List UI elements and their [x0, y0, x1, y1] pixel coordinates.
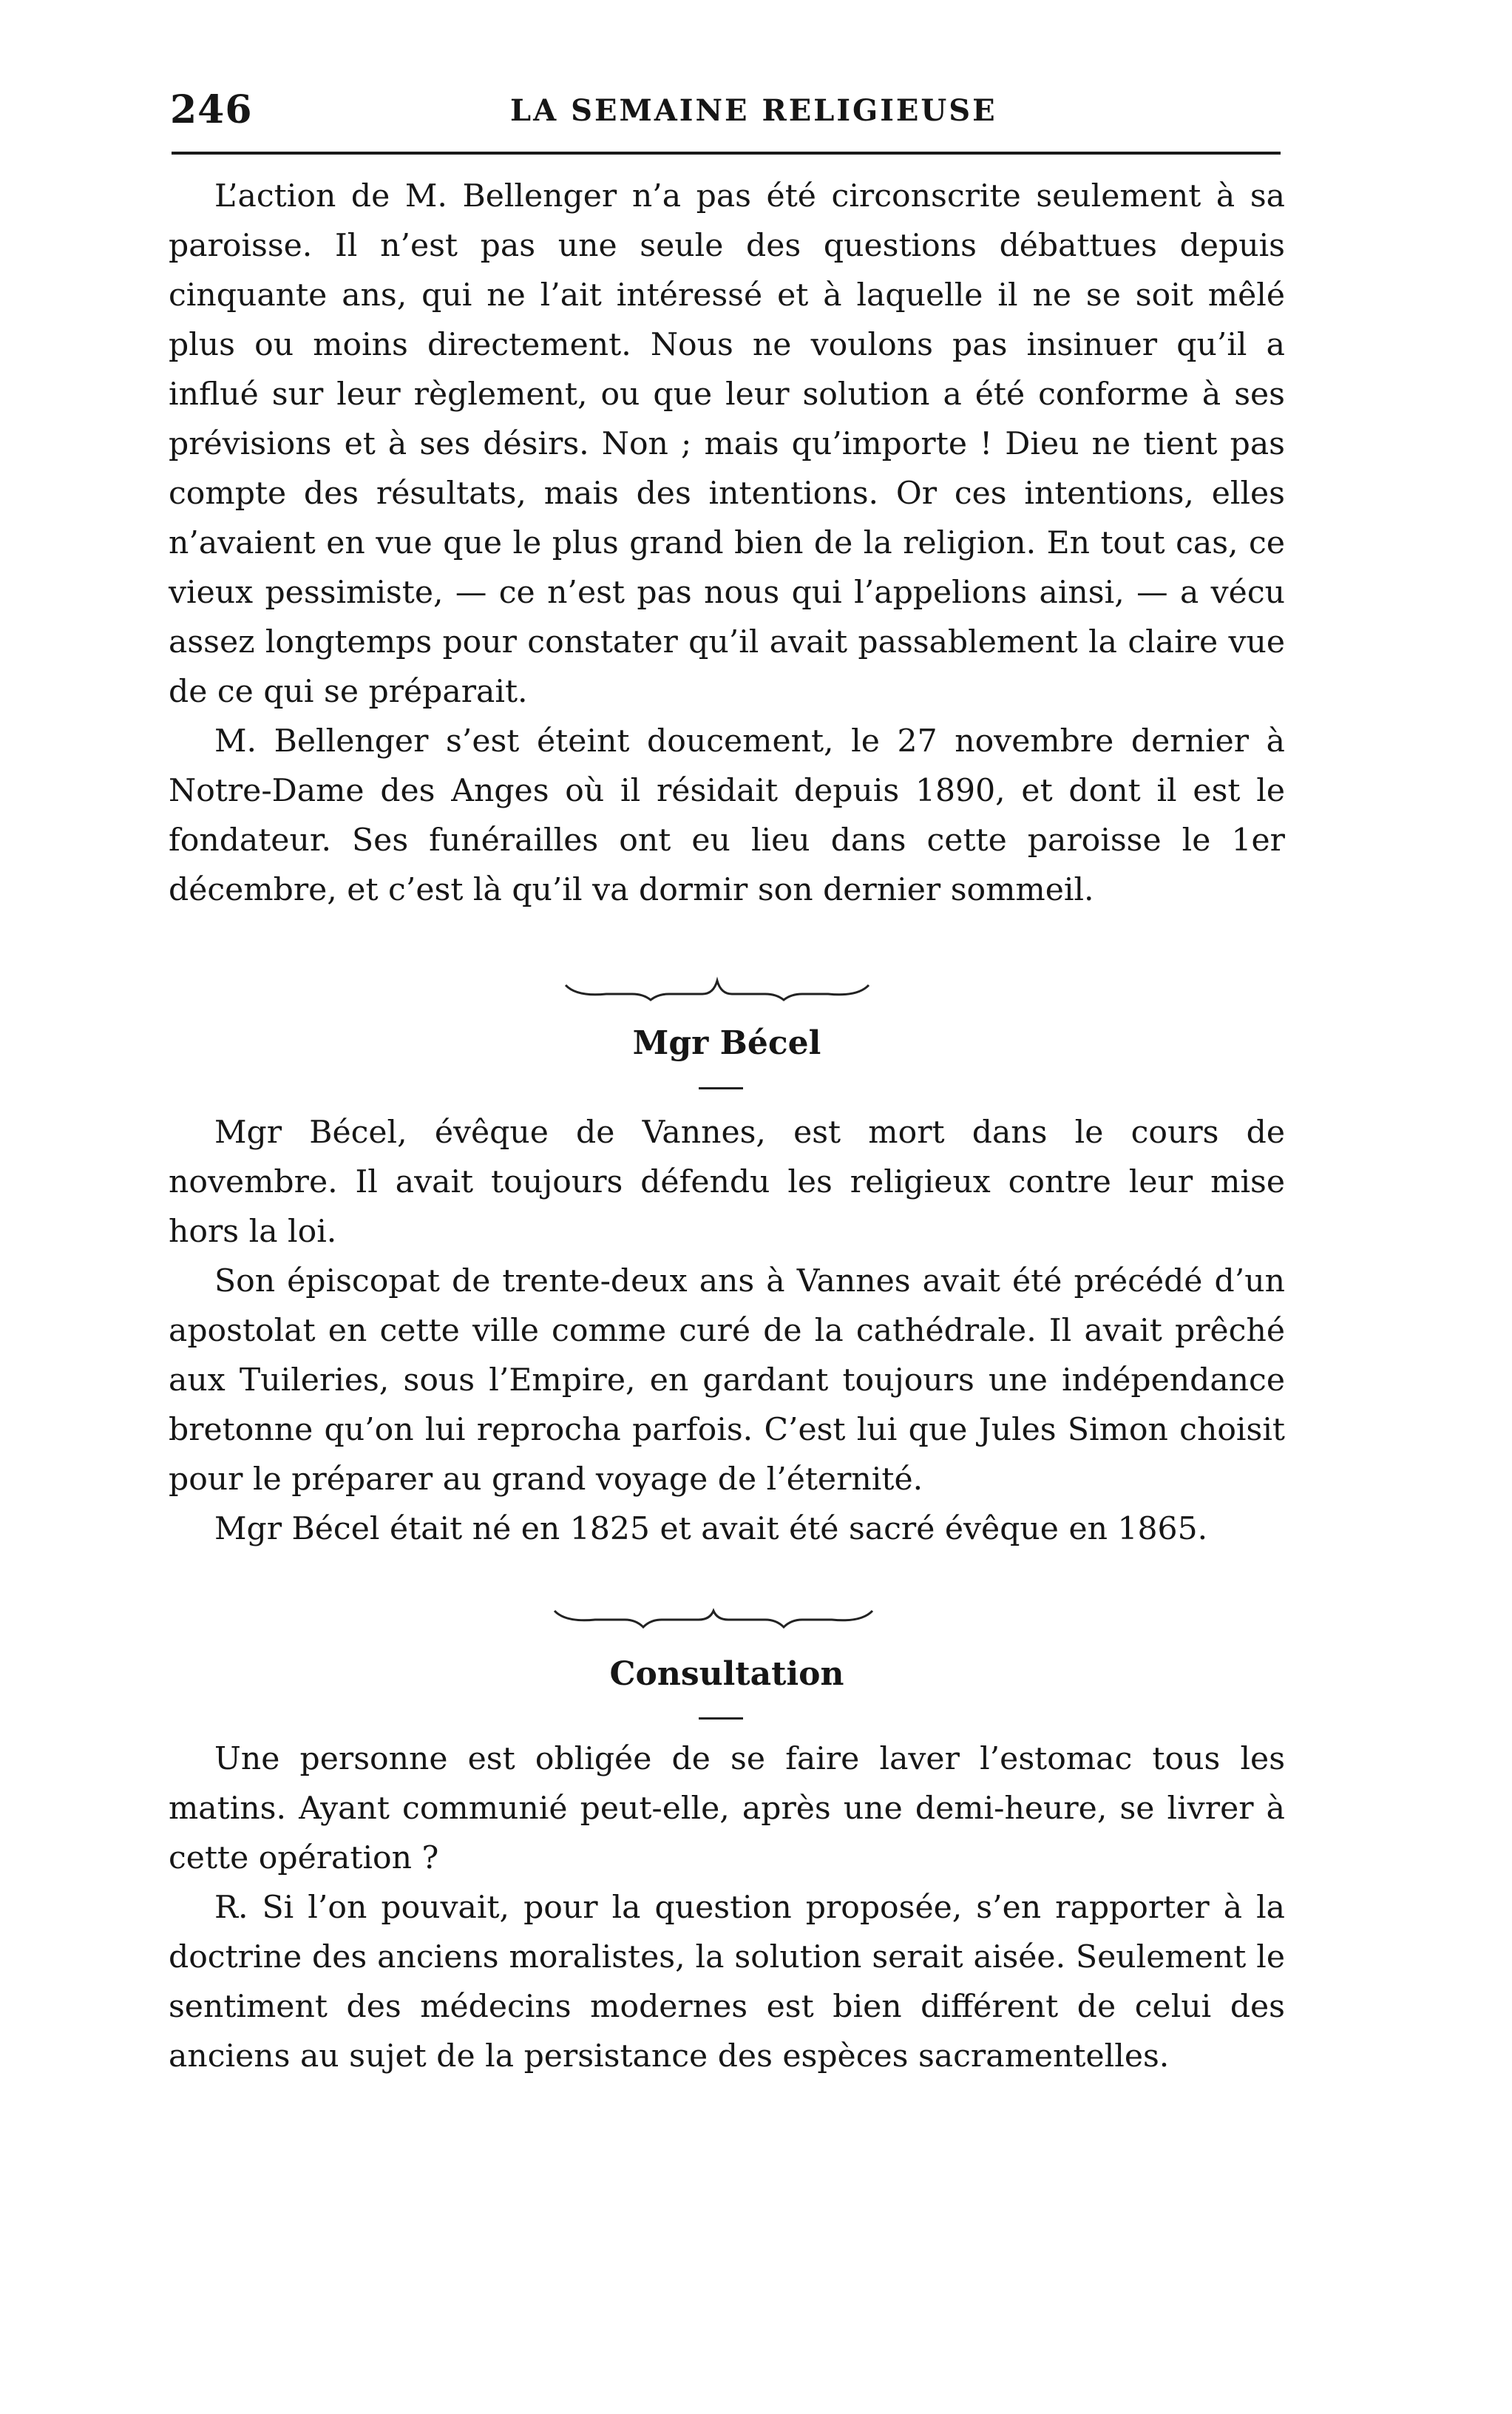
- header-rule: [172, 152, 1281, 155]
- section-title-consultation: Consultation: [609, 1655, 844, 1693]
- paragraph: L’action de M. Bellenger n’a pas été circonscrite seulement à sa paroisse. Il n’est pas une seule des questions débattues depuis cinquante ans, qui ne l’ait intéressé et à laquelle il ne se soit mêlé plus ou moins directement. Nous ne voulons pas insinuer qu’il a influé sur leur règlement, ou que leur solution a été conforme à ses prévisions et à ses désirs. Non ; mais qu’importe ! Dieu ne tient pas compte des résultats, mais des intentions. Or ces intentions, elles n’avaient en vue que le plus grand bien de la religion. En tout cas, ce vieux pessimiste, — ce n’est pas nous qui l’appelions ainsi, — a vécu assez longtemps pour constater qu’il avait passablement la claire vue de ce qui se préparait.: [169, 178, 1285, 710]
- title-rule: [699, 1717, 743, 1720]
- consultation-article: [169, 1734, 1285, 2081]
- paragraph: R. Si l’on pouvait, pour la question proposée, s’en rapporter à la doctrine des anciens moralistes, la solution serait aisée. Seulement le sentiment des médecins modernes est bien différent de celui des anciens au sujet de la persistance des espèces sacramentelles.: [169, 1890, 1285, 2075]
- section-ornament: [562, 975, 872, 1004]
- paragraph: Mgr Bécel était né en 1825 et avait été sacré évêque en 1865.: [214, 1511, 1208, 1547]
- section-ornament: [551, 1603, 876, 1633]
- section-title-becel: Mgr Bécel: [632, 1024, 821, 1062]
- becel-article: [169, 1108, 1285, 1554]
- page-number: 246: [170, 87, 253, 132]
- paragraph: Mgr Bécel, évêque de Vannes, est mort dans le cours de novembre. Il avait toujours défendu les religieux contre leur mise hors la loi.: [169, 1115, 1285, 1250]
- page-header: [170, 87, 1279, 146]
- paragraph: M. Bellenger s’est éteint doucement, le 27 novembre dernier à Notre-Dame des Anges où il résidait depuis 1890, et dont il est le fondateur. Ses funérailles ont eu lieu dans cette paroisse le 1er décembre, et c’est là qu’il va dormir son dernier sommeil.: [169, 723, 1285, 908]
- title-rule: [699, 1087, 743, 1089]
- bellenger-article: [169, 172, 1285, 915]
- running-title: LA SEMAINE RELIGIEUSE: [510, 93, 997, 128]
- paragraph: Son épiscopat de trente-deux ans à Vannes avait été précédé d’un apostolat en cette ville comme curé de la cathédrale. Il avait prêché aux Tuileries, sous l’Empire, en gardant toujours une indépendance bretonne qu’on lui reprocha parfois. C’est lui que Jules Simon choisit pour le préparer au grand voyage de l’éternité.: [169, 1263, 1285, 1498]
- paragraph: Une personne est obligée de se faire laver l’estomac tous les matins. Ayant communié peut-elle, après une demi-heure, se livrer à cette opération ?: [169, 1741, 1285, 1876]
